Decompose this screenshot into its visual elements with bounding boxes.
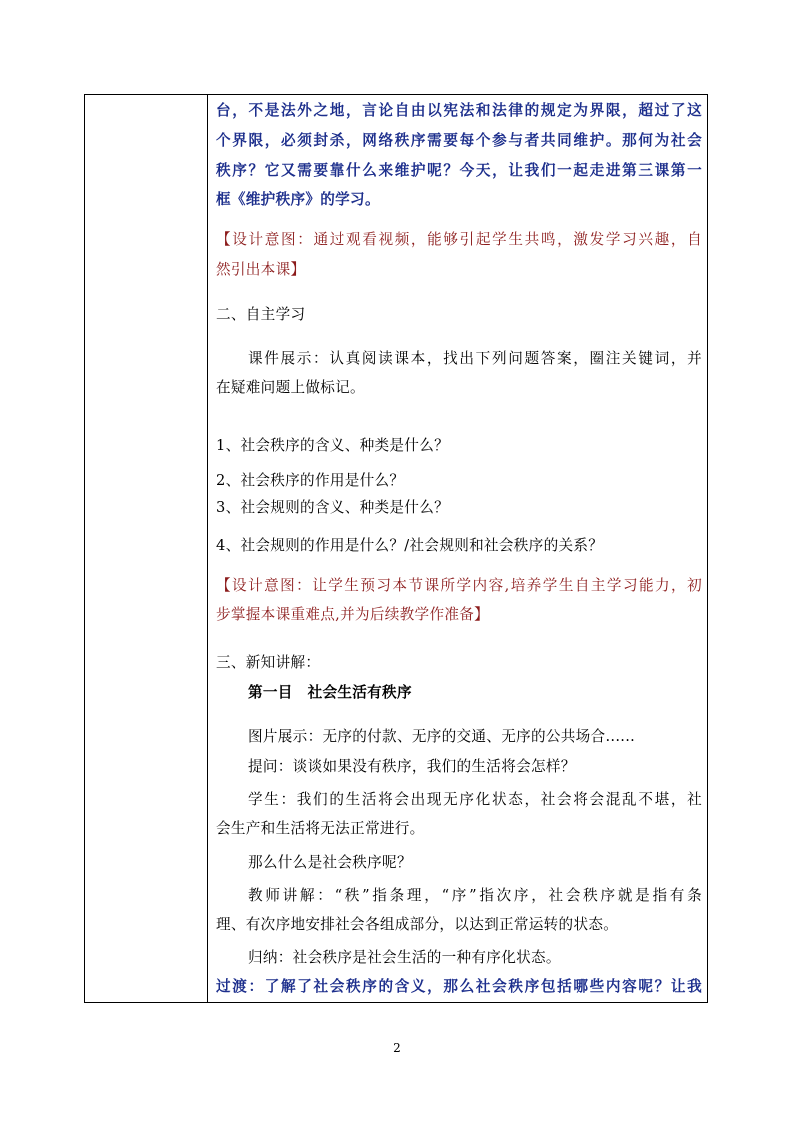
section-3-subheading: 第一目 社会生活有秩序 [248, 684, 412, 701]
design-intent-2-line-2: 步掌握本课重难点,并为后续教学作准备】 [216, 606, 490, 623]
intro-line-3: 秩序？它又需要靠什么来维护呢？今天，让我们一起走进第三课第一 [216, 162, 702, 179]
teacher-explain-line-1: 教师讲解：“秩”指条理，“序”指次序，社会秩序就是指有条 [248, 887, 702, 904]
intro-line-2: 个界限，必须封杀，网络秩序需要每个参与者共同维护。那何为社会 [216, 132, 702, 149]
design-intent-1-line-2: 然引出本课】 [216, 261, 306, 278]
student-answer-line-1: 学生：我们的生活将会出现无序化状态，社会将会混乱不堪，社 [248, 791, 702, 808]
section-2-heading: 二、自主学习 [216, 306, 306, 323]
question-3: 3、社会规则的含义、种类是什么？ [216, 499, 449, 516]
question-2: 2、社会秩序的作用是什么？ [216, 472, 405, 489]
teacher-explain-line-2: 理、有次序地安排社会各组成部分，以达到正常运转的状态。 [216, 916, 619, 933]
lesson-table [84, 94, 708, 1003]
student-answer-line-2: 会生产和生活将无法正常进行。 [216, 820, 425, 837]
teacher-question: 提问：谈谈如果没有秩序，我们的生活将会怎样？ [248, 758, 576, 775]
intro-line-4: 框《维护秩序》的学习。 [216, 191, 380, 208]
question-1: 1、社会秩序的含义、种类是什么？ [216, 437, 449, 454]
intro-line-1: 台，不是法外之地，言论自由以宪法和法律的规定为界限，超过了这 [216, 102, 702, 119]
table-left-column [85, 95, 208, 1002]
courseware-line-2: 在疑难问题上做标记。 [216, 379, 365, 396]
section-3-heading: 三、新知讲解： [216, 654, 321, 671]
design-intent-1-line-1: 【设计意图：通过观看视频，能够引起学生共鸣，激发学习兴趣，自 [216, 231, 702, 248]
picture-display: 图片展示：无序的付款、无序的交通、无序的公共场合...... [248, 728, 636, 745]
what-is-order: 那么什么是社会秩序呢？ [248, 854, 412, 871]
summary: 归纳：社会秩序是社会生活的一种有序化状态。 [248, 949, 561, 966]
page-number: 2 [393, 1041, 401, 1055]
design-intent-2-line-1: 【设计意图：让学生预习本节课所学内容,培养学生自主学习能力，初 [216, 577, 702, 594]
table-right-column [209, 95, 707, 1002]
courseware-line-1: 课件展示：认真阅读课本，找出下列问题答案，圈注关键词，并 [248, 350, 702, 367]
transition: 过渡：了解了社会秩序的含义，那么社会秩序包括哪些内容呢？让我 [216, 978, 702, 995]
question-4: 4、社会规则的作用是什么？/社会规则和社会秩序的关系？ [216, 537, 604, 554]
